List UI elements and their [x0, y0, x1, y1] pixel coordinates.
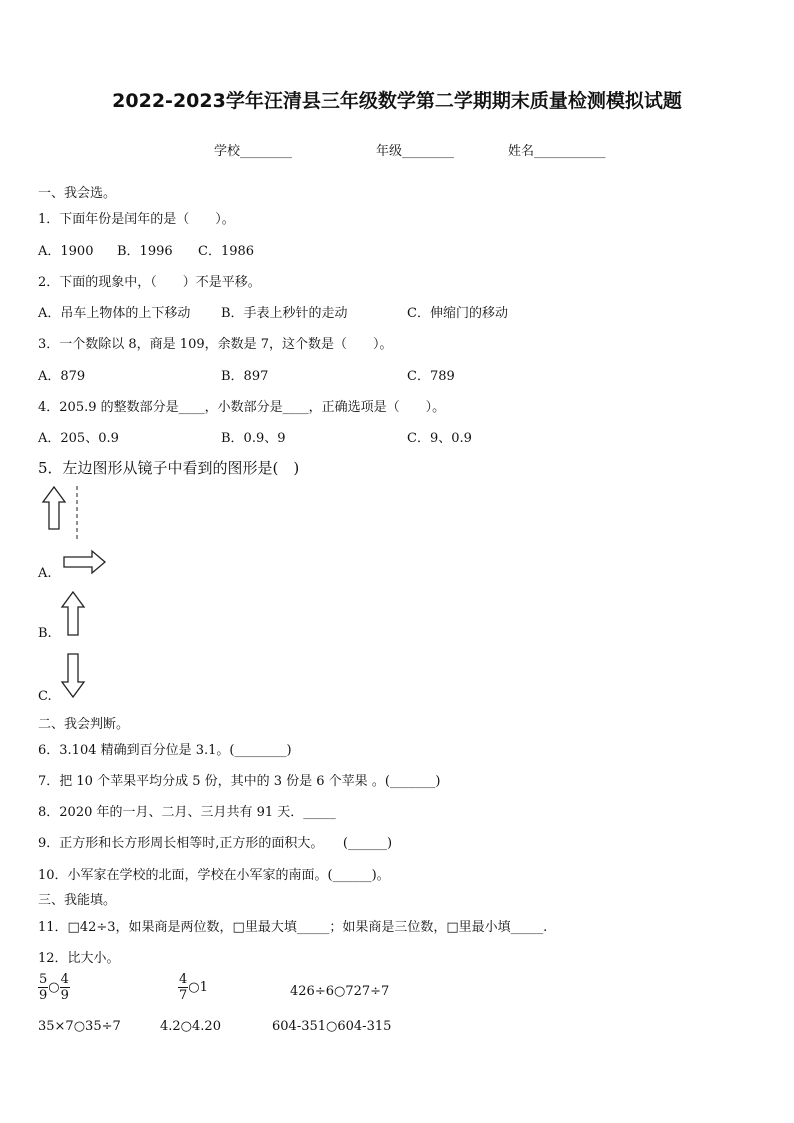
question-2-stem: 2．下面的现象中，（ ）不是平移。	[38, 275, 261, 290]
question-3-option-a: A．879	[38, 369, 86, 384]
question-10: 10．小军家在学校的北面，学校在小军家的南面。(______)。	[38, 868, 390, 883]
section-heading-2: 二、我会判断。	[38, 717, 130, 732]
question-3-stem: 3．一个数除以 8，商是 109，余数是 7，这个数是（ ）。	[38, 337, 393, 352]
question-12-stem: 12．比大小。	[38, 951, 120, 966]
up-arrow-icon	[43, 487, 65, 529]
school-field[interactable]: 学校________	[214, 144, 293, 159]
question-2-option-a: A．吊车上物体的上下移动	[38, 306, 191, 321]
fraction	[60, 972, 70, 1003]
question-6: 6．3.104 精确到百分位是 3.1。(________)	[38, 743, 292, 758]
fraction	[38, 972, 48, 1003]
numerator: 5	[39, 972, 48, 987]
section-heading-1: 一、我会选。	[38, 186, 117, 201]
page-title: 2022-2023学年汪清县三年级数学第二学期期末质量检测模拟试题	[112, 90, 682, 112]
compare-expression-5[interactable]: 4.2○4.20	[160, 1019, 221, 1034]
compare-expression-4[interactable]: 35×7○35÷7	[38, 1019, 121, 1034]
option-c-down-arrow	[60, 652, 88, 700]
right-arrow-icon	[64, 551, 105, 573]
option-a-right-arrow	[62, 550, 108, 574]
question-1-option-c: C．1986	[198, 244, 255, 259]
compare-expression-3[interactable]: 426÷6○727÷7	[290, 984, 390, 999]
question-2-option-c: C．伸缩门的移动	[407, 306, 508, 321]
up-arrow-icon	[62, 592, 84, 635]
question-7: 7．把 10 个苹果平均分成 5 份，其中的 3 份是 6 个苹果 。(_______)	[38, 774, 441, 789]
option-b-up-arrow	[60, 590, 88, 638]
numerator: 4	[60, 972, 69, 987]
numerator: 4	[179, 972, 188, 987]
fraction	[178, 972, 188, 1003]
question-5-option-c-label: C.	[38, 689, 52, 704]
section-heading-3: 三、我能填。	[38, 893, 117, 908]
denominator: 7	[179, 988, 188, 1003]
compare-circle[interactable]: ○	[48, 980, 60, 995]
question-5-option-b-label: B.	[38, 626, 52, 641]
question-1-option-a: A．1900	[38, 244, 94, 259]
question-3-option-b: B．897	[221, 369, 269, 384]
question-5-stem: 5．左边图形从镜子中看到的图形是( )	[38, 459, 300, 477]
denominator: 9	[60, 988, 69, 1003]
question-9: 9．正方形和长方形周长相等时,正方形的面积大。 (______)	[38, 836, 393, 851]
question-4-stem: 4．205.9 的整数部分是____，小数部分是____，正确选项是（ ）。	[38, 400, 446, 415]
question-4-option-c: C．9、0.9	[407, 431, 472, 446]
grade-field[interactable]: 年级________	[376, 144, 455, 159]
denominator: 9	[39, 988, 48, 1003]
question-5-option-a-label: A.	[38, 566, 52, 581]
question-4-option-b: B．0.9、9	[221, 431, 286, 446]
question-3-option-c: C．789	[407, 369, 455, 384]
compare-expression-6[interactable]: 604-351○604-315	[272, 1019, 392, 1034]
question-2-option-b: B．手表上秒针的走动	[221, 306, 348, 321]
compare-fraction-1	[38, 972, 70, 1003]
question-8: 8．2020 年的一月、二月、三月共有 91 天．_____	[38, 805, 336, 820]
compare-fraction-2	[178, 972, 208, 1003]
compare-expression-rest[interactable]: ○1	[188, 980, 208, 995]
name-field[interactable]: 姓名___________	[508, 144, 606, 159]
question-11: 11．□42÷3，如果商是两位数，□里最大填_____；如果商是三位数，□里最小填_____.	[38, 920, 548, 935]
question-1-stem: 1．下面年份是闰年的是（ ）。	[38, 212, 235, 227]
original-up-arrow-figure	[40, 484, 90, 542]
question-1-option-b: B．1996	[117, 244, 173, 259]
question-4-option-a: A．205、0.9	[38, 431, 119, 446]
down-arrow-icon	[62, 654, 84, 697]
